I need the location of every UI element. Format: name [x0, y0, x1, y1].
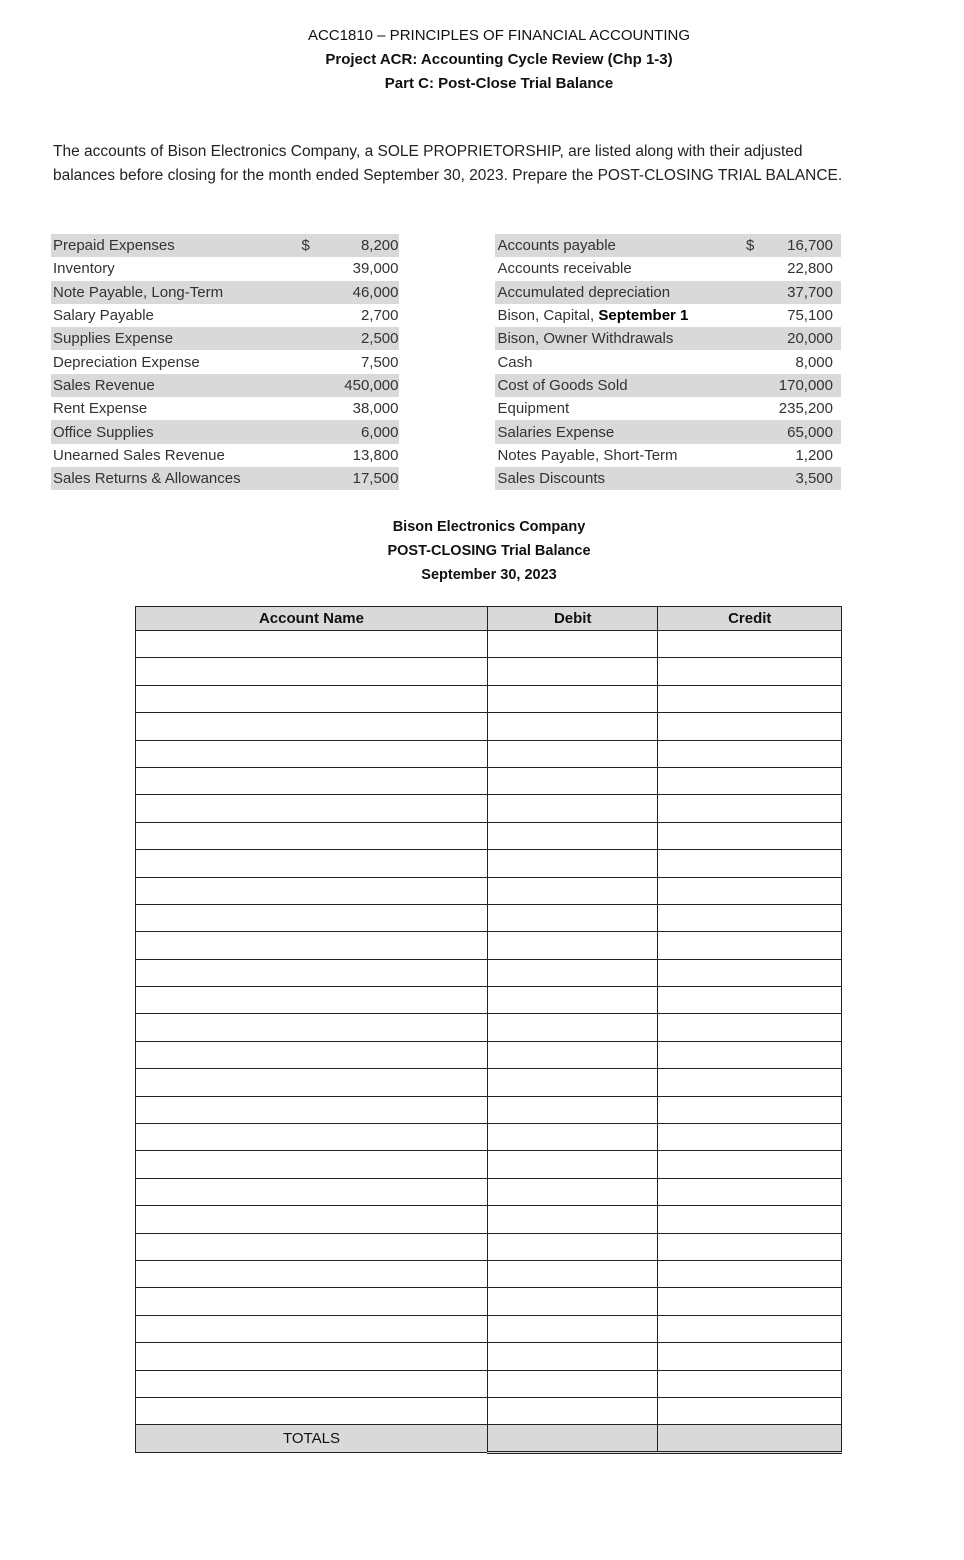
worksheet-row — [136, 1206, 842, 1233]
account-amount: 235,200 — [778, 400, 833, 418]
account-amount: 450,000 — [328, 374, 399, 397]
currency-symbol — [746, 467, 774, 490]
debit-cell[interactable] — [487, 959, 658, 986]
course-title: ACC1810 – PRINCIPLES OF FINANCIAL ACCOUNTING — [307, 27, 691, 44]
account-name-text: Salaries Expense — [497, 423, 615, 441]
account-name-cell[interactable] — [136, 987, 488, 1014]
account-name-cell[interactable] — [136, 1206, 488, 1233]
part-title: Part C: Post-Close Trial Balance — [384, 75, 614, 92]
account-name-cell[interactable] — [136, 658, 488, 685]
instructions — [53, 140, 913, 188]
account-amount: 170,000 — [774, 374, 841, 397]
account-name-cell[interactable] — [136, 1315, 488, 1342]
credit-cell[interactable] — [658, 904, 842, 931]
worksheet-row — [136, 1124, 842, 1151]
account-name-text: Cash — [497, 353, 533, 371]
account-row — [51, 234, 841, 257]
debit-cell[interactable] — [487, 1124, 658, 1151]
credit-cell[interactable] — [658, 1178, 842, 1205]
debit-cell[interactable] — [487, 1233, 658, 1260]
column-spacer — [399, 374, 496, 397]
credit-cell[interactable] — [658, 767, 842, 794]
account-name-text: Accounts payable — [497, 237, 616, 255]
account-name — [495, 281, 746, 304]
worksheet-header-row — [136, 607, 842, 631]
account-name-text: Accumulated depreciation — [497, 283, 671, 301]
worksheet-row — [136, 822, 842, 849]
currency-symbol: $ — [302, 234, 328, 257]
account-amount: 46,000 — [328, 281, 399, 304]
account-name — [495, 467, 746, 490]
account-name — [495, 257, 746, 280]
credit-cell[interactable] — [658, 658, 842, 685]
account-name — [495, 304, 746, 327]
account-amount: 20,000 — [774, 327, 841, 350]
account-name-text: Bison, Owner Withdrawals — [497, 330, 674, 348]
account-row — [51, 467, 841, 490]
account-name: Depreciation Expense — [53, 353, 200, 371]
account-amount: 1,200 — [795, 446, 833, 464]
total-credit-cell[interactable] — [658, 1425, 842, 1453]
column-spacer — [399, 257, 496, 280]
column-spacer — [399, 397, 496, 420]
account-name-cell[interactable] — [136, 904, 488, 931]
credit-cell[interactable] — [658, 685, 842, 712]
credit-cell[interactable] — [658, 631, 842, 658]
worksheet-row — [136, 877, 842, 904]
worksheet-row — [136, 959, 842, 986]
column-spacer — [399, 281, 496, 304]
credit-cell[interactable] — [658, 1014, 842, 1041]
currency-symbol — [302, 281, 328, 304]
account-row — [51, 281, 841, 304]
account-name: Salary Payable — [53, 307, 154, 325]
currency-symbol — [746, 374, 774, 397]
account-name: Note Payable, Long-Term — [51, 281, 302, 304]
debit-cell[interactable] — [487, 904, 658, 931]
debit-cell[interactable] — [487, 767, 658, 794]
account-name: Sales Returns & Allowances — [51, 467, 302, 490]
account-name-cell[interactable] — [136, 1069, 488, 1096]
worksheet-row — [136, 1041, 842, 1068]
credit-cell[interactable] — [658, 987, 842, 1014]
worksheet-row — [136, 1260, 842, 1287]
credit-cell[interactable] — [658, 713, 842, 740]
credit-cell[interactable] — [658, 1260, 842, 1287]
account-name-cell[interactable] — [136, 1178, 488, 1205]
account-name-cell[interactable] — [136, 713, 488, 740]
worksheet-row — [136, 904, 842, 931]
column-spacer — [399, 420, 496, 443]
column-spacer — [399, 234, 496, 257]
account-name: Supplies Expense — [51, 327, 302, 350]
account-row — [51, 350, 841, 373]
worksheet-row — [136, 1343, 842, 1370]
currency-symbol — [302, 420, 328, 443]
account-name-text: Equipment — [497, 400, 570, 418]
currency-symbol — [746, 444, 774, 467]
account-name: Unearned Sales Revenue — [53, 446, 225, 464]
statement-title: POST-CLOSING Trial Balance — [387, 543, 591, 559]
credit-cell[interactable] — [658, 1069, 842, 1096]
currency-symbol — [746, 281, 774, 304]
account-row — [51, 444, 841, 467]
account-row — [51, 257, 841, 280]
totals-row — [136, 1425, 842, 1453]
debit-cell[interactable] — [487, 713, 658, 740]
debit-cell[interactable] — [487, 1178, 658, 1205]
account-name: Rent Expense — [53, 400, 148, 418]
account-name-cell[interactable] — [136, 1096, 488, 1123]
debit-cell[interactable] — [487, 631, 658, 658]
debit-cell[interactable] — [487, 1370, 658, 1397]
account-name: Inventory — [53, 260, 115, 278]
currency-symbol — [302, 467, 328, 490]
credit-cell[interactable] — [658, 1343, 842, 1370]
instructions-line-2: balances before closing for the month ended September 30, 2023. Prepare the POST-CLOSING TRIAL BALANCE. — [53, 167, 843, 184]
column-spacer — [399, 327, 496, 350]
company-name: Bison Electronics Company — [392, 519, 586, 535]
debit-cell[interactable] — [487, 1014, 658, 1041]
account-balances-table — [51, 234, 841, 490]
worksheet-row — [136, 658, 842, 685]
page-header — [0, 24, 964, 96]
column-spacer — [399, 350, 496, 373]
currency-symbol — [302, 374, 328, 397]
account-amount: 2,700 — [360, 307, 399, 325]
account-name-cell[interactable] — [136, 1041, 488, 1068]
worksheet-row — [136, 1151, 842, 1178]
credit-cell[interactable] — [658, 1370, 842, 1397]
currency-symbol: $ — [746, 234, 774, 257]
worksheet-row — [136, 850, 842, 877]
account-name: Office Supplies — [51, 420, 302, 443]
worksheet-row — [136, 1288, 842, 1315]
worksheet-row — [136, 1014, 842, 1041]
debit-cell[interactable] — [487, 877, 658, 904]
debit-cell[interactable] — [487, 658, 658, 685]
debit-cell[interactable] — [487, 795, 658, 822]
account-name-emphasis: September 1 — [598, 307, 689, 325]
debit-cell[interactable] — [487, 932, 658, 959]
debit-cell[interactable] — [487, 1069, 658, 1096]
totals-label: TOTALS — [136, 1425, 488, 1453]
debit-cell[interactable] — [487, 1096, 658, 1123]
account-amount: 7,500 — [360, 353, 399, 371]
debit-cell[interactable] — [487, 1206, 658, 1233]
account-name-text: Sales Discounts — [497, 470, 606, 488]
account-name-text: Bison, Capital, — [497, 307, 599, 325]
instructions-line-1: The accounts of Bison Electronics Company, a SOLE PROPRIETORSHIP, are listed along with their adjusted — [53, 143, 803, 160]
account-amount: 8,200 — [328, 234, 399, 257]
currency-symbol — [746, 257, 774, 280]
debit-cell[interactable] — [487, 1151, 658, 1178]
worksheet-row — [136, 1069, 842, 1096]
account-name-cell[interactable] — [136, 685, 488, 712]
credit-cell[interactable] — [658, 1315, 842, 1342]
account-name — [495, 374, 746, 397]
credit-cell[interactable] — [658, 959, 842, 986]
account-name-cell[interactable] — [136, 1343, 488, 1370]
account-name-cell[interactable] — [136, 1260, 488, 1287]
worksheet-row — [136, 767, 842, 794]
currency-symbol — [746, 397, 774, 420]
credit-cell[interactable] — [658, 740, 842, 767]
trial-balance-heading — [310, 515, 668, 587]
debit-cell[interactable] — [487, 685, 658, 712]
currency-symbol — [302, 397, 328, 420]
debit-cell[interactable] — [487, 987, 658, 1014]
account-amount: 8,000 — [795, 353, 833, 371]
account-amount: 6,000 — [328, 420, 399, 443]
trial-balance-worksheet — [135, 606, 842, 1454]
account-amount: 22,800 — [787, 260, 833, 278]
credit-cell[interactable] — [658, 850, 842, 877]
debit-cell[interactable] — [487, 740, 658, 767]
debit-cell[interactable] — [487, 1315, 658, 1342]
credit-cell[interactable] — [658, 1151, 842, 1178]
credit-cell[interactable] — [658, 1041, 842, 1068]
debit-cell[interactable] — [487, 1260, 658, 1287]
credit-cell[interactable] — [658, 795, 842, 822]
account-row — [51, 327, 841, 350]
credit-cell[interactable] — [658, 1233, 842, 1260]
total-debit-cell[interactable] — [487, 1425, 658, 1453]
credit-cell[interactable] — [658, 822, 842, 849]
credit-cell[interactable] — [658, 1288, 842, 1315]
account-name — [495, 327, 746, 350]
currency-symbol — [302, 350, 328, 373]
worksheet-row — [136, 987, 842, 1014]
worksheet-row — [136, 1233, 842, 1260]
account-name-cell[interactable] — [136, 850, 488, 877]
account-amount: 38,000 — [352, 400, 399, 418]
account-name-cell[interactable] — [136, 932, 488, 959]
account-amount: 2,500 — [328, 327, 399, 350]
currency-symbol — [302, 304, 328, 327]
account-name-cell[interactable] — [136, 959, 488, 986]
worksheet-row — [136, 1178, 842, 1205]
account-amount: 3,500 — [774, 467, 841, 490]
credit-cell[interactable] — [658, 932, 842, 959]
worksheet-row — [136, 795, 842, 822]
currency-symbol — [746, 420, 774, 443]
worksheet-row — [136, 1096, 842, 1123]
worksheet-row — [136, 631, 842, 658]
account-name — [495, 444, 746, 467]
column-header-credit: Credit — [658, 607, 842, 631]
account-name-cell[interactable] — [136, 1397, 488, 1424]
account-amount: 17,500 — [328, 467, 399, 490]
account-name-cell[interactable] — [136, 1370, 488, 1397]
debit-cell[interactable] — [487, 1288, 658, 1315]
account-name — [495, 350, 746, 373]
account-name — [495, 397, 746, 420]
account-row — [51, 397, 841, 420]
account-name — [495, 420, 746, 443]
account-name: Sales Revenue — [51, 374, 302, 397]
worksheet-row — [136, 685, 842, 712]
currency-symbol — [746, 350, 774, 373]
debit-cell[interactable] — [487, 1397, 658, 1424]
account-name-cell[interactable] — [136, 877, 488, 904]
currency-symbol — [746, 304, 774, 327]
column-spacer — [399, 467, 496, 490]
account-name-text: Accounts receivable — [497, 260, 632, 278]
credit-cell[interactable] — [658, 1206, 842, 1233]
project-title: Project ACR: Accounting Cycle Review (Chp 1-3) — [325, 51, 673, 68]
debit-cell[interactable] — [487, 1041, 658, 1068]
worksheet-row — [136, 713, 842, 740]
account-name-text: Cost of Goods Sold — [497, 376, 628, 394]
worksheet-row — [136, 1397, 842, 1424]
account-name-cell[interactable] — [136, 1014, 488, 1041]
account-name-cell[interactable] — [136, 795, 488, 822]
worksheet-row — [136, 932, 842, 959]
worksheet-row — [136, 740, 842, 767]
currency-symbol — [302, 257, 328, 280]
column-header-debit: Debit — [487, 607, 658, 631]
credit-cell[interactable] — [658, 1397, 842, 1424]
account-row — [51, 304, 841, 327]
currency-symbol — [302, 444, 328, 467]
account-amount: 65,000 — [774, 420, 841, 443]
column-header-account-name: Account Name — [136, 607, 488, 631]
column-spacer — [399, 304, 496, 327]
account-name-cell[interactable] — [136, 1288, 488, 1315]
account-name-cell[interactable] — [136, 1124, 488, 1151]
debit-cell[interactable] — [487, 1343, 658, 1370]
account-amount: 13,800 — [352, 446, 399, 464]
credit-cell[interactable] — [658, 1124, 842, 1151]
account-name-cell[interactable] — [136, 740, 488, 767]
statement-date: September 30, 2023 — [421, 567, 557, 583]
account-amount: 75,100 — [787, 307, 833, 325]
currency-symbol — [302, 327, 328, 350]
worksheet-row — [136, 1370, 842, 1397]
account-name-cell[interactable] — [136, 1233, 488, 1260]
account-name-text: Notes Payable, Short-Term — [497, 446, 678, 464]
account-name-cell[interactable] — [136, 1151, 488, 1178]
account-row — [51, 374, 841, 397]
account-amount: 39,000 — [352, 260, 399, 278]
account-name-cell[interactable] — [136, 822, 488, 849]
account-amount: 37,700 — [774, 281, 841, 304]
currency-symbol — [746, 327, 774, 350]
account-amount: 16,700 — [774, 234, 841, 257]
account-name — [495, 234, 746, 257]
credit-cell[interactable] — [658, 877, 842, 904]
account-name: Prepaid Expenses — [51, 234, 302, 257]
account-row — [51, 420, 841, 443]
credit-cell[interactable] — [658, 1096, 842, 1123]
column-spacer — [399, 444, 496, 467]
worksheet-row — [136, 1315, 842, 1342]
debit-cell[interactable] — [487, 822, 658, 849]
account-name-cell[interactable] — [136, 631, 488, 658]
debit-cell[interactable] — [487, 850, 658, 877]
account-name-cell[interactable] — [136, 767, 488, 794]
